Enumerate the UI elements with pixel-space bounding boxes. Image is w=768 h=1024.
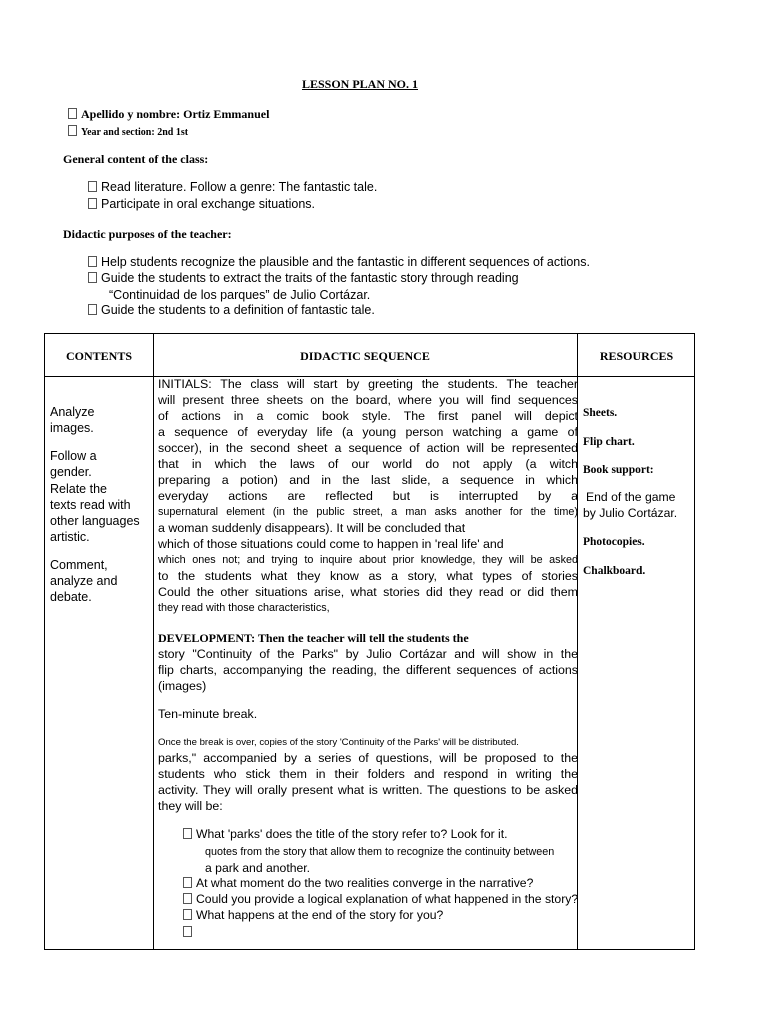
paragraph-line: that in which the laws of our world do not apply (a witch (158, 457, 578, 471)
question-item: At what moment do the two realities converge in the narrative? (183, 875, 533, 891)
paragraph-line: of actions in a comic book style. The first panel will depict (158, 409, 578, 423)
didactic-purposes-heading: Didactic purposes of the teacher: (63, 227, 232, 241)
contents-item: Comment, (50, 558, 108, 572)
checkbox-icon (68, 125, 77, 136)
purpose-item: Guide the students to extract the traits of the fantastic story through reading (88, 271, 519, 285)
paragraph-line: flip charts, accompanying the reading, the different sequences of actions (158, 663, 578, 677)
checkbox-icon (183, 909, 192, 920)
checkbox-icon (88, 304, 97, 315)
paragraph-line: INITIALS: The class will start by greeting the students. The teacher (158, 377, 578, 391)
question-continuation: a park and another. (205, 861, 311, 875)
checkbox-icon (183, 877, 192, 888)
name-line: Apellido y nombre: Ortiz Emmanuel (68, 107, 269, 122)
resource-item: Flip chart. (583, 436, 635, 448)
resource-item: Photocopies. (583, 536, 645, 548)
checkbox-icon (88, 256, 97, 267)
question-item: What 'parks' does the title of the story refer to? Look for it. (183, 826, 508, 842)
resource-item: End of the game (586, 490, 676, 504)
paragraph-line: will present three sheets on the board, where you will find sequences (158, 393, 578, 407)
resources-header: RESOURCES (599, 349, 674, 363)
paragraph-line: activity. They will orally present what is written. The questions to be asked (158, 783, 578, 797)
checkbox-icon (88, 272, 97, 283)
purpose-continuation: “Continuidad de los parques” de Julio Cortázar. (109, 288, 371, 302)
checkbox-icon (183, 893, 192, 904)
contents-item: images. (50, 421, 94, 435)
checkbox-icon (88, 181, 97, 192)
development-body (158, 646, 578, 694)
contents-item: analyze and (50, 574, 118, 588)
contents-item: Relate the (50, 482, 107, 496)
general-content-heading: General content of the class: (63, 152, 209, 166)
purpose-item: Guide the students to a definition of fantastic tale. (88, 303, 375, 317)
paragraph-line: Could the other situations arise, what stories did they read or did them (158, 585, 578, 599)
paragraph-line: supernatural element (in the public street, a man asks another for the time) (158, 506, 578, 518)
paragraph-line: which ones not; and trying to inquire about prior knowledge, they will be asked (158, 554, 578, 566)
question-item: Could you provide a logical explanation of what happened in the story? (183, 891, 578, 907)
paragraph-line: to the students what they know as a story, what types of stories (158, 569, 578, 583)
paragraph-line: (images) (158, 679, 207, 693)
resource-item: Sheets. (583, 407, 618, 419)
contents-header: CONTENTS (65, 349, 133, 363)
year-line: Year and section: 2nd 1st (68, 125, 188, 138)
question-continuation: quotes from the story that allow them to recognize the continuity between (205, 846, 555, 858)
question-item: What happens at the end of the story for you? (183, 907, 443, 923)
contents-item: Follow a (50, 449, 97, 463)
paragraph-line: a woman suddenly disappears). It will be concluded that (158, 521, 466, 535)
checkbox-icon (68, 108, 77, 119)
paragraph-line: story "Continuity of the Parks" by Julio Cortázar and will show in the (158, 647, 578, 661)
paragraph-line: students who stick them in their folders and respond in writing the (158, 767, 578, 781)
parks-paragraph (158, 750, 578, 814)
page-title: LESSON PLAN NO. 1 (301, 77, 419, 91)
resource-item: Book support: (583, 464, 654, 476)
resource-item: Chalkboard. (583, 565, 646, 577)
checkbox-icon (88, 198, 97, 209)
contents-item: other languages (50, 514, 140, 528)
purpose-item: Help students recognize the plausible and the fantastic in different sequences of actions. (88, 255, 590, 269)
paragraph-line: preparing a potion) and in the last slide, a sequence in which (158, 473, 578, 487)
general-content-item: Read literature. Follow a genre: The fantastic tale. (88, 180, 377, 194)
development-label: DEVELOPMENT: Then the teacher will tell the students the (158, 631, 469, 645)
question-item-empty (183, 924, 196, 940)
paragraph-line: which of those situations could come to happen in 'real life' and (158, 537, 504, 551)
resource-item: by Julio Cortázar. (583, 506, 678, 520)
paragraph-line: they read with those characteristics, (158, 602, 330, 614)
contents-item: gender. (50, 465, 92, 479)
general-content-item: Participate in oral exchange situations. (88, 197, 315, 211)
sequence-header: DIDACTIC SEQUENCE (300, 349, 430, 363)
lesson-table (44, 333, 695, 950)
contents-item: debate. (50, 590, 92, 604)
paragraph-line: a sequence of everyday life (a young person watching a game of (158, 425, 578, 439)
paragraph-line: everyday actions are reflected but is interrupted by a (158, 489, 578, 503)
once-text: Once the break is over, copies of the story 'Continuity of the Parks' will be distributed. (158, 737, 519, 748)
contents-item: texts read with (50, 498, 131, 512)
paragraph-line: soccer), in the second sheet a sequence of action will be represented (158, 441, 578, 455)
checkbox-icon (183, 828, 192, 839)
break-text: Ten-minute break. (158, 707, 258, 721)
paragraph-line: they will be: (158, 799, 223, 813)
column-divider (153, 334, 154, 949)
contents-item: artistic. (50, 530, 90, 544)
initials-paragraph (158, 376, 578, 616)
contents-item: Analyze (50, 405, 95, 419)
development-paragraph (158, 630, 578, 646)
checkbox-icon (183, 926, 192, 937)
paragraph-line: parks," accompanied by a series of questions, will be proposed to the (158, 751, 578, 765)
